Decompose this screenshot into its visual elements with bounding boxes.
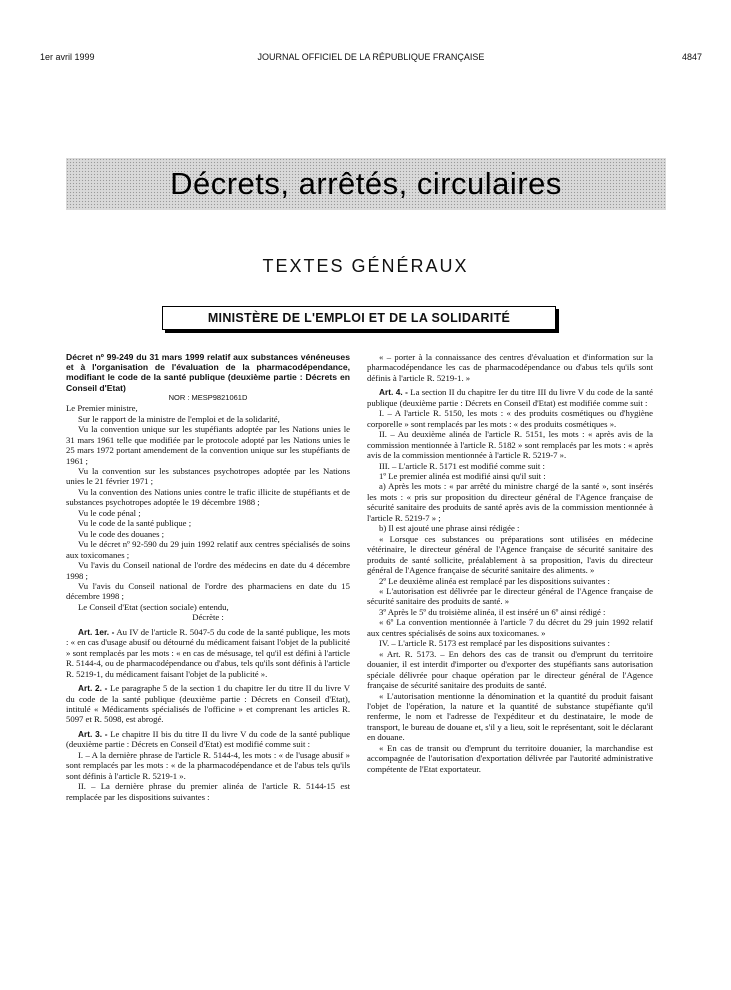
paragraph [66,518,350,528]
paragraph-text: « – porter à la connaissance des centres d'évaluation et d'information sur la pharmacodépendance les cas de pharmacodépendance ou d'abus tels qu'ils sont définis à l'article R. 5219-1. » [367,352,653,383]
right-column-body [367,352,653,774]
paragraph [367,471,653,481]
paragraph-text: 2º Le deuxième alinéa est remplacé par les dispositions suivantes : [379,575,610,586]
paragraph [66,602,350,612]
paragraph [367,743,653,774]
decree-nor: NOR : MESP9821061D [168,392,248,402]
paragraph-text: III. – L'article R. 5171 est modifié comme suit : [379,460,545,471]
paragraph-text: b) Il est ajouté une phrase ainsi rédigée : [379,523,520,534]
paragraph [66,424,350,466]
paragraph [367,481,653,523]
paragraph-text: « En cas de transit ou d'emprunt du territoire douanier, la marchandise est accompagnée de l'autorisation d'exportation délivrée par l'autorité administrative compétente de l'Etat exportateur. [367,742,653,774]
paragraph-text: II. – La dernière phrase du premier alinéa de l'article R. 5144-15 est remplacée par les dispositions suivantes : [66,781,350,802]
paragraph [367,607,653,617]
section-title: TEXTES GÉNÉRAUX [262,256,469,276]
paragraph-text: I. – A l'article R. 5150, les mots : « des produits cosmétiques ou d'hygiène corporelle » sont remplacés par les mots : « des produits cosmétiques ». [367,408,653,429]
paragraph-text: « L'autorisation mentionne la dénomination et la quantité du produit faisant l'objet de l'opération, la nature et la quantité de substance stupéfiante qu'il renferme, le nom et l'adresse de l'expéditeur et du destinataire, le mode de transport, le bureau de douane et, s'il y a lieu, soit le représentant, soit le déclarant en douane. [367,690,653,743]
article-label: Art. 3. - [78,728,108,739]
paragraph-text: 1º Le premier alinéa est modifié ainsi qu'il suit : [379,470,546,481]
paragraph-text: I. – A la dernière phrase de l'article R. 5144-4, les mots : « de l'usage abusif » sont remplacés par les mots : « de la pharmacodépendance et de l'abus tels qu'ils sont définis à l'article R. 5219-1 ». [66,749,350,781]
header-date: 1er avril 1999 [40,52,95,62]
paragraph [367,691,653,743]
paragraph [66,560,350,581]
left-column [66,352,350,802]
paragraph-text: « 6º La convention mentionnée à l'article 7 du décret du 29 juin 1992 relatif aux centres spécialisés de soins aux toxicomanes. » [367,617,653,638]
paragraph-text: Vu le code des douanes ; [78,528,165,539]
header-page-number: 4847 [681,52,702,62]
paragraph-text: II. – Au deuxième alinéa de l'article R. 5151, les mots : « après avis de la commission mentionnée à l'article R. 5182 » sont remplacés par les mots : « après avis de la commission mentionnée à l'article R. 5219-7 ». [367,429,653,461]
paragraph [367,534,653,576]
paragraph [367,461,653,471]
header-journal-title: JOURNAL OFFICIEL DE LA RÉPUBLIQUE FRANÇAISE [257,52,485,62]
paragraph [367,429,653,460]
left-column-body [66,403,350,802]
paragraph-text: Le chapitre II bis du titre II du livre V du code de la santé publique (deuxième partie : Décrets en Conseil d'Etat) est modifié comme suit : [66,728,350,750]
paragraph [66,729,350,750]
paragraph [66,581,350,602]
ministry-box: MINISTÈRE DE L'EMPLOI ET DE LA SOLIDARITÉ [162,306,556,330]
paragraph [66,487,350,508]
paragraph-text: Vu la convention unique sur les stupéfiants adoptée par les Nations unies le 31 mars 1961 telle que modifiée par le protocole adopté par les Nations unies le 25 mars 1972 portant amendement de la convention unique sur les stupéfiants de 1961 ; [66,424,350,466]
paragraph [66,414,350,424]
paragraph-text: Vu le code de la santé publique ; [78,518,192,529]
paragraph-text: Vu la convention des Nations unies contre le trafic illicite de stupéfiants et de substances psychotropes adoptée le 19 décembre 1988 ; [66,486,350,508]
paragraph-text: « L'autorisation est délivrée par le directeur général de l'Agence française de sécurité sanitaire des produits de santé. » [367,585,653,607]
paragraph [66,403,350,413]
paragraph [66,466,350,487]
paragraph [66,750,350,781]
article-label: Art. 2. - [78,683,108,694]
paragraph-text: Vu le décret nº 92-590 du 29 juin 1992 relatif aux centres spécialisés de soins aux toxicomanes ; [66,539,350,560]
paragraph [367,576,653,586]
paragraph-text: Vu le code pénal ; [78,507,141,518]
paragraph-text: IV. – L'article R. 5173 est remplacé par les dispositions suivantes : [379,638,610,649]
paragraph-text: Vu l'avis du Conseil national de l'ordre des pharmaciens en date du 15 décembre 1998 ; [66,580,350,602]
paragraph [66,627,350,679]
paragraph [66,683,350,725]
article-label: Art. 4. - [379,387,408,398]
paragraph-text: Le Conseil d'Etat (section sociale) entendu, [78,601,229,612]
paragraph [367,586,653,607]
right-column [367,352,653,774]
paragraph [66,781,350,802]
paragraph-text: « Lorsque ces substances ou préparations sont utilisées en médecine vétérinaire, le directeur général de l'Agence française de sécurité sanitaire des produits de santé sollicite, préalablement à sa proposition, l'avis du directeur général de l'Agence française de sécurité sanitaire des aliments. » [367,533,653,576]
paragraph [367,523,653,533]
paragraph-text: Vu l'avis du Conseil national de l'ordre des médecins en date du 4 décembre 1998 ; [66,560,350,581]
paragraph [367,638,653,648]
paragraph [367,387,653,408]
paragraph [367,408,653,429]
paragraph-text: 3º Après le 5º du troisième alinéa, il est inséré un 6º ainsi rédigé : [379,606,606,617]
paragraph-text: Au IV de l'article R. 5047-5 du code de la santé publique, les mots : « en cas d'usage abusif ou détourné du médicament faisant l'objet de la publicité » sont remplacés par les mots : « en cas de mésusage, tel qu'il est défini à l'article R. 5144-4, ou de pharmacodépendance ou d'abus, tels qu'ils sont définis à l'article R. 5219-1, du médicament faisant l'objet de la publicité ». [66,626,350,679]
paragraph-text: Le paragraphe 5 de la section 1 du chapitre Ier du titre II du livre V du code de la santé publique (deuxième partie : Décrets en Conseil d'Etat), intitulé « Médicaments spécialisés de l'officine » et comprenant les articles R. 5097 et R. 5098, est abrogé. [66,683,350,725]
paragraph-text: La section II du chapitre Ier du titre III du livre V du code de la santé publique (deuxième partie : Décrets en Conseil d'Etat) est modifiée comme suit : [367,387,653,408]
band-title: Décrets, arrêtés, circulaires [170,166,562,201]
paragraph [66,508,350,518]
decree-title: Décret nº 99-249 du 31 mars 1999 relatif aux substances vénéneuses et à l'organisation de l'évaluation de la pharmacodépendance, modifiant le code de la santé publique (deuxième partie : Décrets en Conseil d'Etat) [66,352,350,393]
paragraph-text: Décrète : [192,612,224,623]
paragraph [367,649,653,691]
paragraph [66,539,350,560]
paragraph-text: « Art. R. 5173. – En dehors des cas de transit ou d'emprunt du territoire douanier, il est interdit d'importer ou d'exporter des stupéfiants sans autorisation spéciale délivrée pour chaque opération par le directeur général de l'Agence française de sécurité sanitaire des produits de santé. [367,648,653,691]
article-label: Art. 1er. - [78,626,115,637]
paragraph [66,529,350,539]
paragraph [367,617,653,638]
paragraph-text: Sur le rapport de la ministre de l'emploi et de la solidarité, [78,413,280,424]
paragraph-text: Le Premier ministre, [66,403,138,414]
paragraph-text: Vu la convention sur les substances psychotropes adoptée par les Nations unies le 21 février 1971 ; [66,465,350,487]
page-header [40,52,702,66]
paragraph [367,352,653,383]
paragraph-text: a) Après les mots : « par arrêté du ministre chargé de la santé », sont insérés les mots : « pris sur proposition du directeur général de l'Agence française de sécurité sanitaire des produits de santé après avis de la commission mentionnée à l'article R. 5219-7 » ; [367,481,653,523]
paragraph [66,612,350,622]
